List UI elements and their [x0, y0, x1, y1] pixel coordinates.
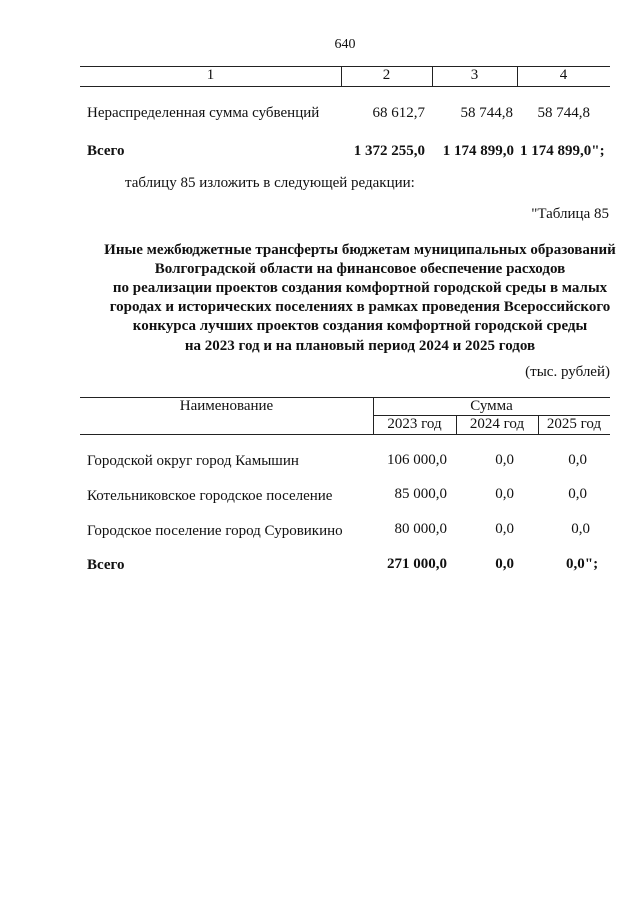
- units-label: (тыс. рублей): [525, 364, 610, 380]
- value-2023: 106 000,0: [387, 452, 447, 468]
- title-line: по реализации проектов создания комфортной городской среды в малых: [112, 280, 608, 296]
- total-value: 1 174 899,0";: [520, 143, 605, 159]
- municipality-name: Городской округ город Камышин: [87, 453, 299, 469]
- value-2025: 0,0: [568, 452, 587, 468]
- value-2024: 0,0: [495, 521, 514, 537]
- table-header-border: [80, 86, 610, 87]
- municipality-name: Городское поселение город Суровикино: [87, 523, 343, 539]
- year-column-header: 2023 год: [387, 416, 442, 432]
- total-value: 1 372 255,0: [353, 143, 425, 159]
- sum-column-header: Сумма: [470, 398, 513, 414]
- column-number: 2: [382, 67, 391, 83]
- value-cell: 58 744,8: [460, 105, 513, 121]
- title-line: Иные межбюджетные трансферты бюджетам муниципальных образований: [104, 242, 616, 258]
- page-number: 640: [334, 37, 356, 52]
- value-cell: 58 744,8: [537, 105, 590, 121]
- instruction-text: таблицу 85 изложить в следующей редакции:: [125, 175, 415, 191]
- total-label: Всего: [87, 557, 125, 573]
- table-label: "Таблица 85: [531, 206, 609, 222]
- column-number: 1: [206, 67, 215, 83]
- column-number: 4: [559, 67, 568, 83]
- column-number: 3: [470, 67, 479, 83]
- value-2023: 80 000,0: [394, 521, 447, 537]
- total-2025: 0,0";: [566, 556, 599, 572]
- total-2024: 0,0: [495, 556, 514, 572]
- title-line: Волгоградской области на финансовое обеспечение расходов: [154, 261, 566, 277]
- title-line: городах и исторических поселениях в рамках проведения Всероссийского: [109, 299, 611, 315]
- value-2025: 0,0: [568, 486, 587, 502]
- total-2023: 271 000,0: [387, 556, 447, 572]
- row-label: Нераспределенная сумма субвенций: [87, 105, 320, 121]
- year-column-header: 2025 год: [546, 416, 602, 432]
- value-cell: 68 612,7: [372, 105, 425, 121]
- value-2025: 0,0: [571, 521, 590, 537]
- title-line: на 2023 год и на плановый период 2024 и 2025 годов: [184, 338, 536, 354]
- name-column-header: Наименование: [179, 398, 274, 414]
- value-2024: 0,0: [495, 486, 514, 502]
- value-2024: 0,0: [495, 452, 514, 468]
- title-line: конкурса лучших проектов создания комфортной городской среды: [132, 318, 588, 334]
- table-header-border: [80, 434, 610, 435]
- total-label: Всего: [87, 143, 125, 159]
- year-column-header: 2024 год: [469, 416, 525, 432]
- municipality-name: Котельниковское городское поселение: [87, 488, 333, 504]
- total-value: 1 174 899,0: [442, 143, 514, 159]
- value-2023: 85 000,0: [394, 486, 447, 502]
